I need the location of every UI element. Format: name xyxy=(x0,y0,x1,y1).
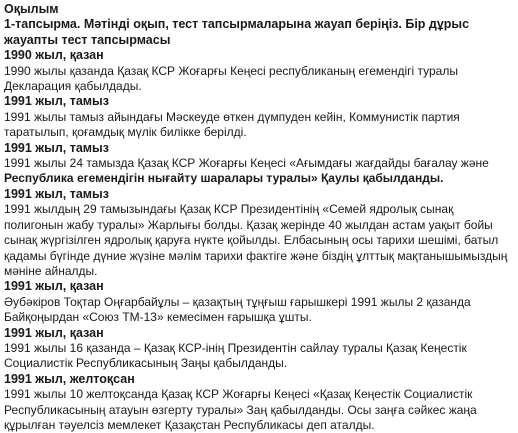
entry-date: 1991 жыл, тамыз xyxy=(4,186,109,201)
entry-text: 1991 жылдың 29 тамызындағы Қазақ КСР Президентінің «Семей ядролық сынақ полигонын жабу туралы» Жарлығы болды. Қазақ жерінде 40 жылдан астам уақыт бойы сынақ жүргізілген ядролық қаруға нүкте қойылды. Елбасының осы тарихи шешімі, батыл қадамы бүгінде дүние жүзіне мәлім тарихи фактіге және біздің ұлттық мақтанышымыздың мәніне айналды. xyxy=(4,202,508,278)
entry-text-bold: Республика егемендігін нығайту шаралары туралы» Қаулы қабылданды. xyxy=(4,171,444,186)
entry-text-regular: 1991 жылы 24 тамызда Қазақ КСР Жоғарғы Кеңесі «Ағымдағы жағдайды бағалау және xyxy=(4,156,489,171)
entry-date: 1990 жыл, қазан xyxy=(4,48,104,63)
entry-date: 1991 жыл, тамыз xyxy=(4,140,109,155)
entry-text: Әубәкіров Тоқтар Оңғарбайұлы – қазақтың тұңғыш ғарышкері 1991 жылы 2 қазанда Байқоңырдан «Союз ТМ-13» кемесімен ғарышқа ұшты. xyxy=(4,294,471,325)
document-title: Оқылым xyxy=(4,2,59,16)
entry-date: 1991 жыл, желтоқсан xyxy=(4,371,135,386)
entry-text: 1991 жылы тамыз айындағы Мәскеуде өткен дүмпуден кейін, Коммунистік партия таратылып, қоғамдық мүлік билікке берілді. xyxy=(4,109,460,140)
document xyxy=(4,2,514,433)
entry-date: 1991 жыл, қазан xyxy=(4,325,104,340)
entry-text xyxy=(4,156,514,187)
task-instruction: 1-тапсырма. Мәтінді оқып, тест тапсырмаларына жауап беріңіз. Бір дұрыс жауапты тест тапсырмасы xyxy=(4,17,470,47)
entry-text: 1991 жылы 16 қазанда – Қазақ КСР-інің Президентін сайлау туралы Қазақ Кеңестік Социалистік Республикасының Заңы қабылданды. xyxy=(4,340,467,371)
entry-text: 1990 жылы қазанда Қазақ КСР Жоғарғы Кеңесі республиканың егемендігі туралы Декларация қабылдады. xyxy=(4,63,458,94)
entry-date: 1991 жыл, қазан xyxy=(4,279,104,294)
entry-text: 1991 жылы 10 желтоқсанда Қазақ КСР Жоғарғы Кеңесі «Қазақ Кеңестік Социалистік Республикасының атауын өзгерту туралы» Заң қабылданды. Осы заңға сәйкес жаңа құрылған тәуелсіз мемлекет Қазақстан Республикасы деп аталды. xyxy=(4,387,477,432)
entry-date: 1991 жыл, тамыз xyxy=(4,94,109,109)
